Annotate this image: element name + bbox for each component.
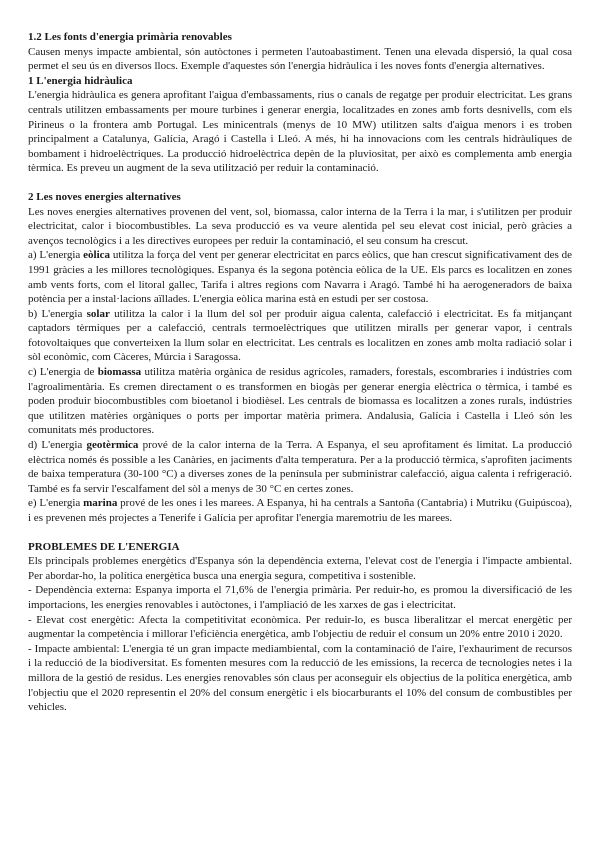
list-item: d) L'energia geotèrmica prové de la calor interna de la Terra. A Espanya, el seu aprofitament és limitat. La producció elèctrica només és possible a les Canàries, en jaciments d'alta temperatura. Per a la producció tèrmica, s'aprofiten jaciments de baixa temperatura (30-100 °C) a diverses zones de la península per subministrar calefacció, aigua calenta i refrigeració. També es fa servir l'escalfament del sòl a menys de 30 °C en certes zones. bbox=[28, 439, 572, 495]
keyword: geotèrmica bbox=[86, 439, 139, 452]
section-paragraph: Causen menys impacte ambiental, són autòctones i permeten l'autoabastiment. Tenen una elevada dispersió, la qual cosa permet el seu ús en diversos llocs. Exemple d'aquestes són l'energia hidràulica i les noves fonts d'energia alternatives. bbox=[28, 45, 572, 73]
section-heading-problems: PROBLEMES DE L'ENERGIA bbox=[28, 540, 180, 553]
keyword: solar bbox=[86, 307, 110, 320]
section-paragraph: Els principals problemes energètics d'Espanya són la dependència externa, l'elevat cost de l'energia i l'impacte ambiental. Per abordar-ho, la política energètica busca una energia segura, competitiva i sostenible. bbox=[28, 555, 572, 582]
list-item: c) L'energia de biomassa utilitza matèria orgànica de residus agrícoles, ramaders, forestals, escombraries i indústries com l'agroalimentària. Es cremen directament o es transformen en biogàs per generar energia elèctrica o tèrmica, i també es poden produir biocombustibles com bioetanol i biodièsel. Les centrals de biomassa es localitzen a zones rurals, indústries que utilitzen matèries orgàniques o ports per importar matèria primera. Andalusia, Galícia i Castella i Lleó són les comunitats més productores. bbox=[28, 366, 572, 437]
list-item: a) L'energia eòlica utilitza la força del vent per generar electricitat en parcs eòlics, que han crescut significativament des de 1991 gràcies a les millores tecnològiques. Espanya és la segona potència eòlica de la UE. Els parcs es localitzen en zones amb vents forts, com el litoral gallec, Tarifa i altres regions com Navarra i Aragó. També hi ha aerogeneradors de baixa potència per a instal·lacions aïllades. L'energia eòlica marina està en estudi per ser costosa. bbox=[28, 249, 572, 306]
list-item: - Elevat cost energètic: Afecta la competitivitat econòmica. Per reduir-lo, es busca liberalitzar el mercat energètic per augmentar la competència i millorar l'eficiència energètica, amb l'objectiu de reduir el consum un 20% entre 2010 i 2020. bbox=[28, 613, 572, 641]
section-heading-hydraulic: 1 L'energia hidràulica bbox=[28, 74, 133, 87]
section-heading-alternative: 2 Les noves energies alternatives bbox=[28, 190, 181, 203]
section-heading-renewables: 1.2 Les fonts d'energia primària renovables bbox=[28, 31, 232, 43]
section-paragraph: Les noves energies alternatives provenen del vent, sol, biomassa, calor interna de la Terra i la mar, i s'utilitzen per produir electricitat, calor i biocombustibles. La seva producció es va veure alentida pel seu elevat cost inicial, però gràcies a avenços tecnològics i a les directives europees per reduir la contaminació, el seu consum ha crescut. bbox=[28, 205, 572, 247]
keyword: eòlica bbox=[83, 249, 111, 262]
keyword: biomassa bbox=[97, 366, 142, 379]
keyword: marina bbox=[83, 497, 118, 510]
list-item: b) L'energia solar utilitza la calor i la llum del sol per produir aigua calenta, calefacció i electricitat. Es fa mitjançant captadors tèrmiques per a calefacció, centrals termoelèctriques que utilitzen miralls per generar vapor, i centrals fotovoltaiques que converteixen la llum solar en electricitat. Les centrals es localitzen en zones amb molta radiació solar i sòl econòmic, com Càceres, Múrcia i Saragossa. bbox=[28, 307, 572, 364]
section-paragraph: L'energia hidràulica es genera aprofitant l'aigua d'embassaments, rius o canals de regatge per produir electricitat. Les grans centrals utilitzen embassaments per moure turbines i generar energia, localitzades en zones amb forts desnivells, com els Pirineus o la frontera amb Portugal. Les minicentrals (menys de 10 MW) utilitzen salts d'aigua menors i es troben principalment a Catalunya, Galícia, Aragó i Castella i Lleó. A més, hi ha innovacions com les centrals hidràuliques de bombament i hidroelèctriques. La producció hidroelèctrica depèn de la pluviositat, per això es complementa amb energia tèrmica. Es preveu un augment de la seva utilització per reduir la contaminació. bbox=[28, 89, 572, 175]
list-item: - Impacte ambiental: L'energia té un gran impacte mediambiental, com la contaminació de l'aire, l'exhauriment de recursos i la reducció de la biodiversitat. Es fomenten mesures com la reducció de les emissions, la recerca de tecnologies netes i la millora de la gestió de residus. Les energies renovables són claus per aconseguir els objectius de la política energètica, amb l'objectiu que el 2020 representin el 20% del consum energètic i els biocarburants el 10% del consum de combustibles per vehicles. bbox=[28, 642, 572, 714]
list-item: e) L'energia marina prové de les ones i les marees. A Espanya, hi ha centrals a Santoña (Cantabria) i Mutriku (Guipúscoa), i es prevenen més projectes a Tenerife i Galícia per aprofitar l'energia maremotriu de les marees. bbox=[28, 497, 572, 524]
list-item: - Dependència externa: Espanya importa el 71,6% de l'energia primària. Per reduir-ho, es promou la diversificació de les importacions, les energies renovables i autòctones, i l'ampliació de les xarxes de gas i electricitat. bbox=[28, 584, 572, 611]
